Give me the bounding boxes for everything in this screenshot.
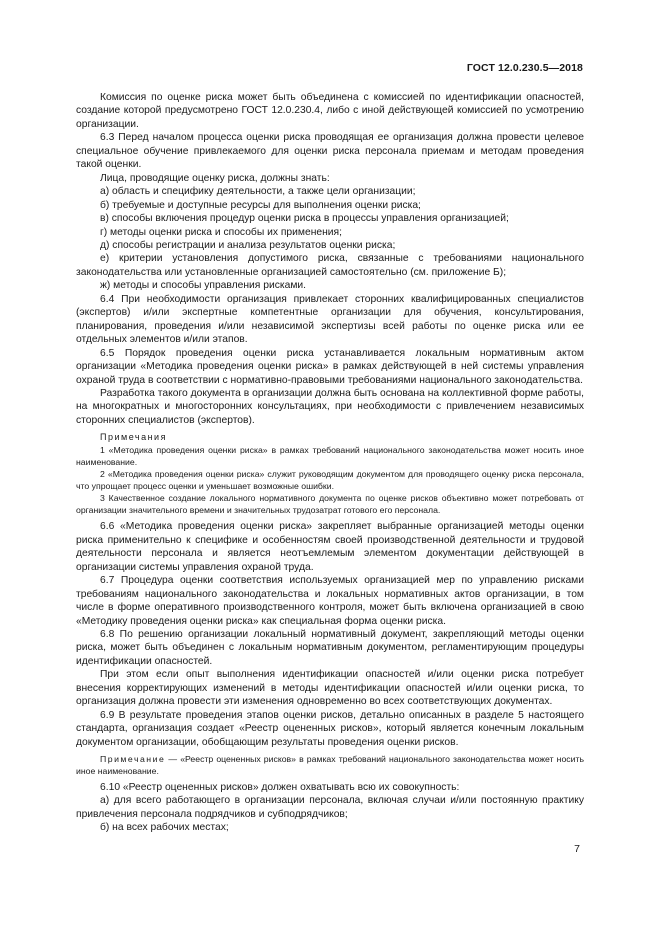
document-body <box>76 91 584 835</box>
list-item: а) область и специфику деятельности, а также цели организации; <box>100 186 416 198</box>
list-item: ж) методы и способы управления рисками. <box>100 280 307 292</box>
document-code-header: ГОСТ 12.0.230.5—2018 <box>466 62 583 74</box>
list-item: а) для всего работающего в организации персонала, включая случаи и/или постоянную практику привлечения персонала подрядчиков и субподрядчиков; <box>76 795 584 820</box>
clause-6-6: 6.6 «Методика проведения оценки риска» закрепляет выбранные организацией методы оценки риска применительно к специфике и особенностям своей производственной деятельности и трудовой деятельности персонала и является неотъемлемым элементом документации действующей в организации системы управления охраной труда. <box>76 521 584 573</box>
clause-6-4: 6.4 При необходимости организация привлекает сторонних квалифицированных специалистов (экспертов) и/или экспертные компетентные организации для обучения, консультирования, планирования, проведения и/или независимой экспертизы всей работы по оценке риска или ее отдельных элементов и/или этапов. <box>76 293 584 346</box>
list-item: д) способы регистрации и анализа результатов оценки риска; <box>100 239 396 251</box>
clause-6-5: 6.5 Порядок проведения оценки риска устанавливается локальным нормативным актом организации «Методика проведения оценки риска» в рамках действующей в ней системы управления охраной труда в соответствии с нормативно-правовыми требованиями национального законодательства. <box>76 347 584 386</box>
note-text: — «Реестр оцененных рисков» в рамках требований национального законодательства может носить иное наименование. <box>76 754 584 777</box>
clause-6-10: 6.10 «Реестр оцененных рисков» должен охватывать всю их совокупность: <box>100 782 460 794</box>
note-label: Примечание <box>100 754 166 765</box>
page-number: 7 <box>574 843 580 855</box>
list-item: б) требуемые и доступные ресурсы для выполнения оценки риска; <box>100 199 421 211</box>
note-item: 2 «Методика проведения оценки риска» служит руководящим документом для проводящего оценку риска персонала, что упрощает процесс оценки и уменьшает возможные ошибки. <box>76 469 584 492</box>
paragraph: Лица, проводящие оценку риска, должны знать: <box>100 172 330 184</box>
clause-6-7: 6.7 Процедура оценки соответствия используемых организацией мер по управлению рисками требованиям национального законодательства и локальных нормативных актов организации, в том числе в форме оперативного производственного контроля, может быть включена организацией в свою «Методику проведения оценки риска» как специальная форма оценки риска. <box>76 575 584 627</box>
paragraph: Комиссия по оценке риска может быть объединена с комиссией по идентификации опасностей, создание которой предусмотрено ГОСТ 12.0.230.4, либо с иной действующей комиссией по усмотрению организации. <box>76 92 584 130</box>
paragraph: Разработка такого документа в организации должна быть основана на коллективной форме работы, на многократных и многосторонних консультациях, при необходимости с привлечением независимых сторонних специалистов (экспертов). <box>76 387 584 426</box>
notes-heading: Примечания <box>100 432 167 443</box>
list-item: в) способы включения процедур оценки риска в процессы управления организацией; <box>100 213 509 225</box>
clause-6-3: 6.3 Перед началом процесса оценки риска проводящая ее организация должна провести целевое специальное обучение привлекаемого для оценки риска персонала приемам и методам проведения такой оценки. <box>76 132 584 171</box>
clause-6-9: 6.9 В результате проведения этапов оценки рисков, детально описанных в разделе 5 настоящего стандарта, организация создает «Реестр оцененных рисков», который является конечным локальным документом организации, обобщающим результаты проведения оценки рисков. <box>76 709 584 748</box>
clause-6-8: 6.8 По решению организации локальный нормативный документ, закрепляющий методы оценки риска, может быть объединен с локальным нормативным документом, регламентирующим процедуры идентификации опасностей. <box>76 628 584 667</box>
paragraph: При этом если опыт выполнения идентификации опасностей и/или оценки риска потребует внесения корректирующих изменений в методы идентификации опасностей и/или оценки риска, то организация должна провести эти изменения одновременно во всех соответствующих документах. <box>76 669 584 708</box>
note-item: 1 «Методика проведения оценки риска» в рамках требований национального законодательства может носить иное наименование. <box>76 445 584 468</box>
list-item: г) методы оценки риска и способы их применения; <box>100 226 342 238</box>
note-single <box>76 753 584 777</box>
list-item: е) критерии установления допустимого риска, связанные с требованиями национального законодательства или установленные организацией самостоятельно (см. приложение Б); <box>76 253 584 278</box>
list-item: б) на всех рабочих местах; <box>100 822 229 834</box>
note-item: 3 Качественное создание локального нормативного документа по оценке рисков объективно может потребовать от организации значительного времени и значительных трудозатрат готового его персонала. <box>76 493 584 516</box>
